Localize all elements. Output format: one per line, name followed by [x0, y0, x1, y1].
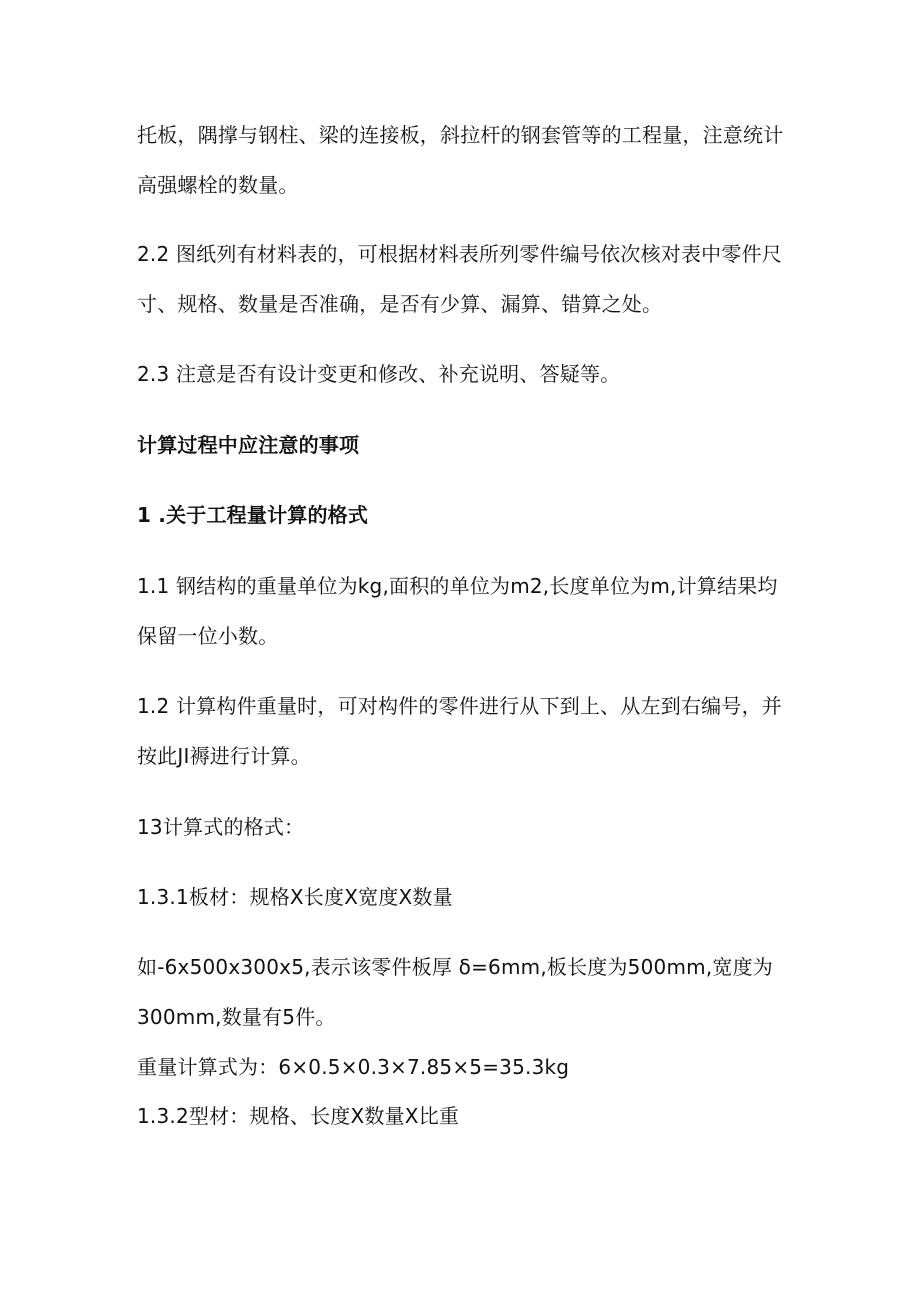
paragraph-line: 13计算式的格式： — [137, 815, 305, 839]
paragraph-line: 1.2 计算构件重量时，可对构件的零件进行从下到上、从左到右编号，并 — [137, 694, 782, 718]
paragraph-line: 1.1 钢结构的重量单位为kg,面积的单位为m2,长度单位为m,计算结果均 — [137, 574, 778, 598]
formula-line: 重量计算式为：6×0.5×0.3×7.85×5=35.3kg — [137, 1055, 570, 1079]
paragraph-line: 保留一位小数。 — [137, 624, 279, 648]
paragraph-line: 300mm,数量有5件。 — [137, 1005, 336, 1029]
paragraph-line: 高强螺栓的数量。 — [137, 173, 299, 197]
paragraph-line: 如-6x500x300x5,表示该零件板厚 δ=6mm,板长度为500mm,宽度为 — [137, 955, 773, 979]
section-heading: 计算过程中应注意的事项 — [137, 433, 360, 457]
subsection-heading: 1 .关于工程量计算的格式 — [137, 503, 369, 527]
paragraph-line: 托板，隅撑与钢柱、梁的连接板，斜拉杆的钢套管等的工程量，注意统计 — [137, 123, 784, 147]
paragraph-line: 2.3 注意是否有设计变更和修改、补充说明、答疑等。 — [137, 362, 621, 386]
paragraph-line: 1.3.2型材：规格、长度X数量X比重 — [137, 1104, 460, 1128]
paragraph-line: 2.2 图纸列有材料表的，可根据材料表所列零件编号依次核对表中零件尺 — [137, 242, 782, 266]
paragraph-line: 按此JI褥进行计算。 — [137, 744, 311, 768]
paragraph-line: 1.3.1板材：规格X长度X宽度X数量 — [137, 885, 453, 909]
paragraph-line: 寸、规格、数量是否准确，是否有少算、漏算、错算之处。 — [137, 292, 663, 316]
